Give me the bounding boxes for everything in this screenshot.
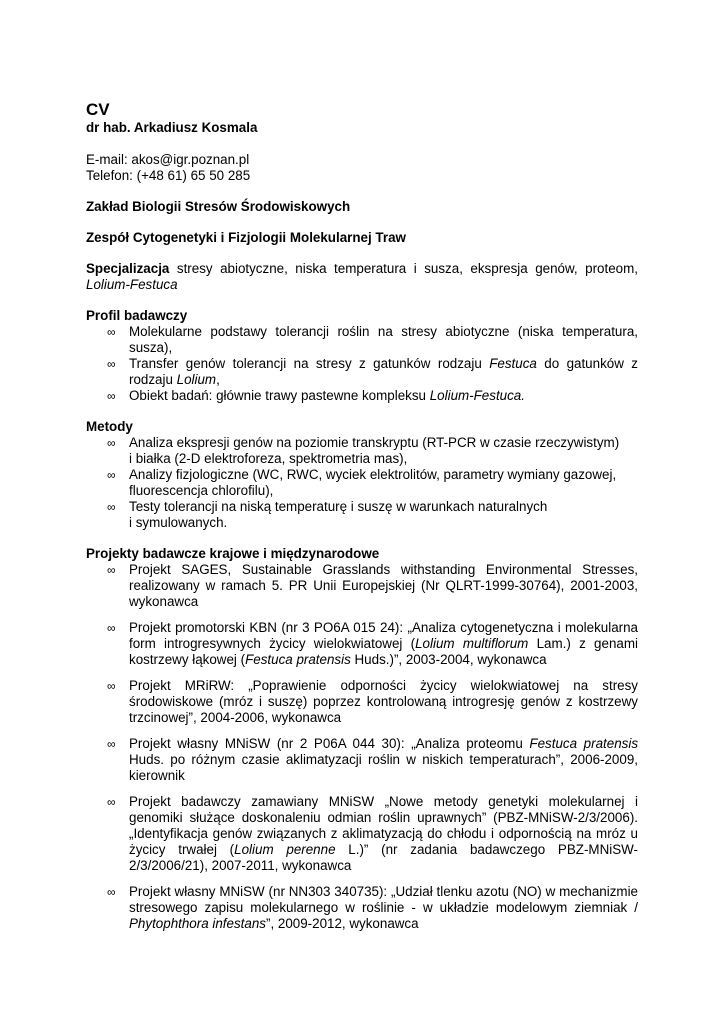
phone-line: Telefon: (+48 61) 65 50 285: [86, 168, 251, 183]
infinity-bullet-icon: ∞: [107, 389, 116, 403]
list-item-text: do gatunków z rodzaju: [129, 356, 638, 387]
projects-list: [86, 562, 638, 932]
list-item: [107, 467, 638, 499]
infinity-bullet-icon: ∞: [107, 621, 116, 635]
species-name: Festuca pratensis: [245, 652, 351, 667]
list-item-text: ,: [216, 372, 220, 387]
species-name: Festuca pratensis: [529, 736, 639, 751]
list-item-text: Projekt MRiRW: „Poprawienie odporności życicy wielokwiatowej na stresy środowiskowe (mróz i suszę) poprzez kontrolowaną introgresję genów z kostrzewy trzcinowej”, 2004-2006, wykonawca: [129, 678, 638, 725]
infinity-bullet-icon: ∞: [107, 436, 116, 450]
list-item-text: Huds.)”, 2003-2004, wykonawca: [350, 652, 547, 667]
profile-heading: Profil badawczy: [86, 308, 188, 323]
specialization-species: Lolium-Festuca: [86, 277, 178, 292]
list-item: [107, 356, 638, 388]
list-item-text: Projekt badawczy zamawiany MNiSW „Nowe metody genetyki molekularnej i genomiki służące doskonaleniu odmian roślin uprawnych” (PBZ-MNiSW-2/3/2006). „Identyfikacja genów związanych z aklimatyzacją do chłodu i odpornością na mróz u życicy trwałej (: [129, 794, 638, 857]
list-item-text: Obiekt badań: głównie trawy pastewne kompleksu: [129, 388, 430, 403]
list-item-text: Projekt własny MNiSW (nr 2 P06A 044 30): „Analiza proteomu: [129, 736, 530, 751]
list-item: [107, 678, 638, 726]
list-item-text: Huds. po różnym czasie aklimatyzacji roślin w niskich temperaturach”, 2006-2009, kierownik: [129, 752, 638, 783]
list-item: [107, 388, 638, 404]
infinity-bullet-icon: ∞: [107, 468, 116, 482]
list-item: [107, 794, 638, 874]
list-item: [107, 620, 638, 668]
infinity-bullet-icon: ∞: [107, 357, 116, 371]
species-name: Lolium-Festuca.: [429, 388, 525, 403]
infinity-bullet-icon: ∞: [107, 563, 116, 577]
email-line: E-mail: akos@igr.poznan.pl: [86, 152, 250, 167]
list-item-text: Molekularne podstawy tolerancji roślin na stresy abiotyczne (niska temperatura, susza),: [129, 324, 638, 355]
infinity-bullet-icon: ∞: [107, 737, 116, 751]
list-item-text: Transfer genów tolerancji na stresy z gatunków rodzaju: [129, 356, 490, 371]
infinity-bullet-icon: ∞: [107, 325, 116, 339]
team-name: Zespół Cytogenetyki i Fizjologii Molekularnej Traw: [86, 230, 406, 245]
methods-list: [86, 435, 638, 531]
methods-heading: Metody: [86, 419, 133, 434]
profile-list: [86, 324, 638, 404]
infinity-bullet-icon: ∞: [107, 885, 116, 899]
list-item-text: Lam.) z genami kostrzewy łąkowej (: [129, 636, 638, 667]
projects-heading: Projekty badawcze krajowe i międzynarodowe: [86, 546, 380, 561]
species-name: Lolium: [176, 372, 217, 387]
document-title: CV: [86, 100, 110, 119]
list-item: [107, 499, 638, 531]
species-name: Phytophthora infestans: [129, 916, 266, 931]
species-name: Festuca: [489, 356, 537, 371]
species-name: Lolium perenne: [234, 842, 336, 857]
list-item: [107, 435, 638, 467]
specialization-text: stresy abiotyczne, niska temperatura i susza, ekspresja genów, proteom,: [169, 261, 638, 276]
list-item: [107, 884, 638, 932]
list-item-text: L.)” (nr zadania badawczego PBZ-MNiSW-2/3/2006/21), 2007-2011, wykonawca: [129, 842, 638, 873]
list-item-text: i białka (2-D elektroforeza, spektrometria mas),: [129, 451, 408, 466]
list-item-text: Testy tolerancji na niską temperaturę i suszę w warunkach naturalnych: [129, 499, 548, 514]
infinity-bullet-icon: ∞: [107, 679, 116, 693]
infinity-bullet-icon: ∞: [107, 795, 116, 809]
list-item-text: Projekt własny MNiSW (nr NN303 340735): „Udział tlenku azotu (NO) w mechanizmie stresowego zapisu molekularnego w roślinie - w układzie modelowym ziemniak /: [129, 884, 638, 915]
list-item-text: Projekt SAGES, Sustainable Grasslands withstanding Environmental Stresses, realizowany w ramach 5. PR Unii Europejskiej (Nr QLRT-1999-30764), 2001-2003, wykonawca: [129, 562, 638, 609]
infinity-bullet-icon: ∞: [107, 500, 116, 514]
specialization-paragraph: [86, 261, 638, 293]
list-item-text: Analizy fizjologiczne (WC, RWC, wyciek elektrolitów, parametry wymiany gazowej,: [129, 467, 617, 482]
list-item-text: ”, 2009-2012, wykonawca: [265, 916, 419, 931]
department-name: Zakład Biologii Stresów Środowiskowych: [86, 199, 351, 214]
list-item: [107, 324, 638, 356]
list-item-text: Projekt promotorski KBN (nr 3 PO6A 015 24): „Analiza cytogenetyczna i molekularna form introgresywnych życicy wielokwiatowej (: [129, 620, 638, 651]
list-item-text: fluorescencja chlorofilu),: [129, 483, 274, 498]
list-item: [107, 736, 639, 784]
list-item-text: Analiza ekspresji genów na poziomie transkryptu (RT-PCR w czasie rzeczywistym): [129, 435, 620, 450]
author-name: dr hab. Arkadiusz Kosmala: [86, 120, 258, 135]
specialization-label: Specjalizacja: [86, 261, 170, 276]
species-name: Lolium multiflorum: [415, 636, 529, 651]
list-item-text: i symulowanych.: [129, 515, 228, 530]
list-item: [107, 562, 638, 610]
